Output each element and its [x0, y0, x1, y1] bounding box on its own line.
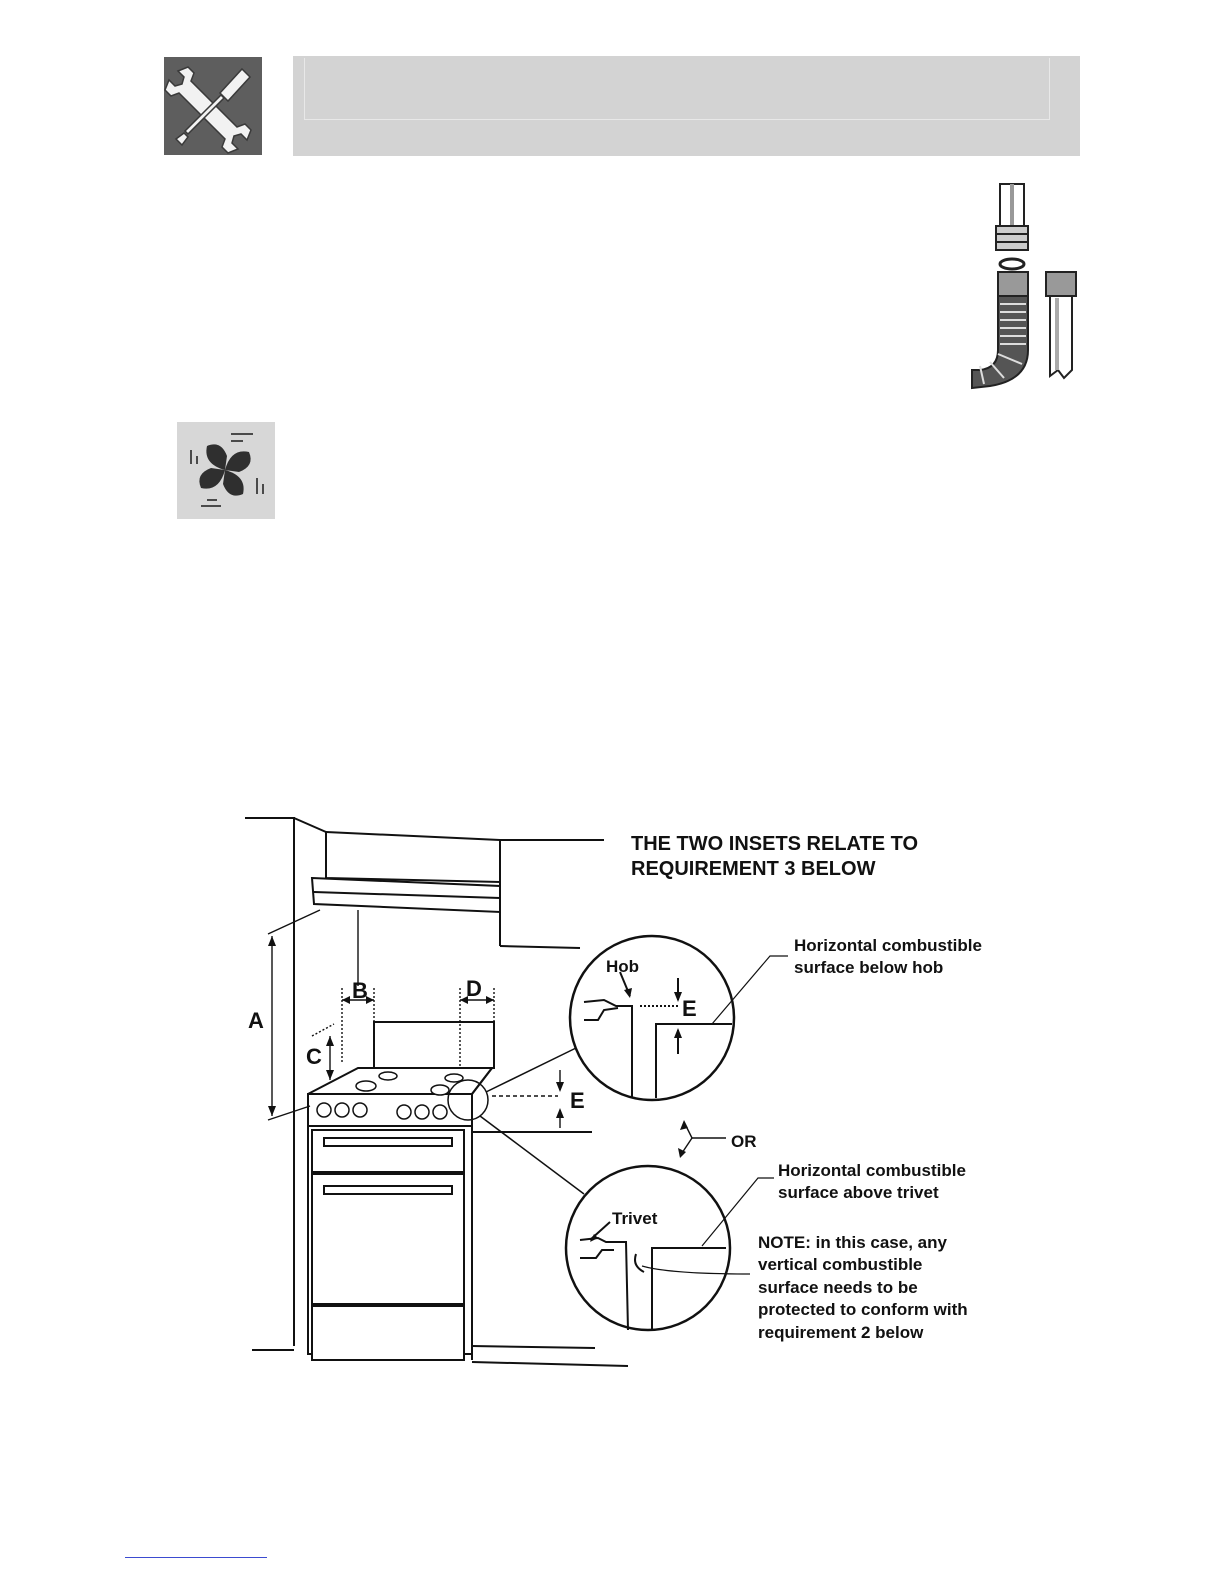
or-label: OR	[731, 1132, 757, 1151]
dimension-label-d: D	[466, 976, 482, 1001]
dimension-label-c: C	[306, 1044, 322, 1069]
callout-below-hob-line2: surface below hob	[794, 958, 944, 977]
dimension-label-b: B	[352, 978, 368, 1003]
footer-link-rule	[125, 1557, 267, 1558]
callout-above-trivet-line2: surface above trivet	[778, 1183, 939, 1202]
hob-label: Hob	[606, 957, 640, 976]
note-line5: requirement 2 below	[758, 1323, 924, 1342]
inset-bottom	[566, 1166, 730, 1330]
tools-icon	[164, 57, 262, 155]
sealing-washer	[1000, 259, 1024, 269]
inset-dimension-label-e: E	[682, 996, 697, 1021]
rigid-pipe	[996, 184, 1028, 250]
section-header-band	[293, 56, 1080, 156]
diagram-heading-line2: REQUIREMENT 3 BELOW	[631, 858, 876, 880]
or-arrows	[678, 1120, 688, 1158]
trivet-label: Trivet	[612, 1209, 658, 1228]
dimension-label-a: A	[248, 1008, 264, 1033]
note-line1: NOTE: in this case, any	[758, 1233, 947, 1252]
callout-above-trivet-line1: Horizontal combustible	[778, 1161, 966, 1180]
wrench-screwdriver-icon	[164, 57, 262, 155]
flexible-hose-bent	[972, 272, 1028, 388]
note-line3: surface needs to be	[758, 1278, 918, 1297]
callout-below-hob-line1: Horizontal combustible	[794, 936, 982, 955]
cooker-body	[308, 1022, 494, 1360]
flexible-hose-straight	[1046, 272, 1076, 378]
clearance-diagram	[240, 810, 1020, 1380]
section-header-inner-frame	[304, 58, 1050, 120]
ventilation-fan-icon	[177, 422, 275, 519]
diagram-heading-line1: THE TWO INSETS RELATE TO	[631, 833, 919, 855]
note-line4: protected to conform with	[758, 1300, 968, 1319]
dimension-label-e: E	[570, 1088, 585, 1113]
note-line2: vertical combustible	[758, 1255, 923, 1274]
inset-top	[570, 936, 734, 1100]
hose-connection-illustration	[960, 180, 1084, 395]
